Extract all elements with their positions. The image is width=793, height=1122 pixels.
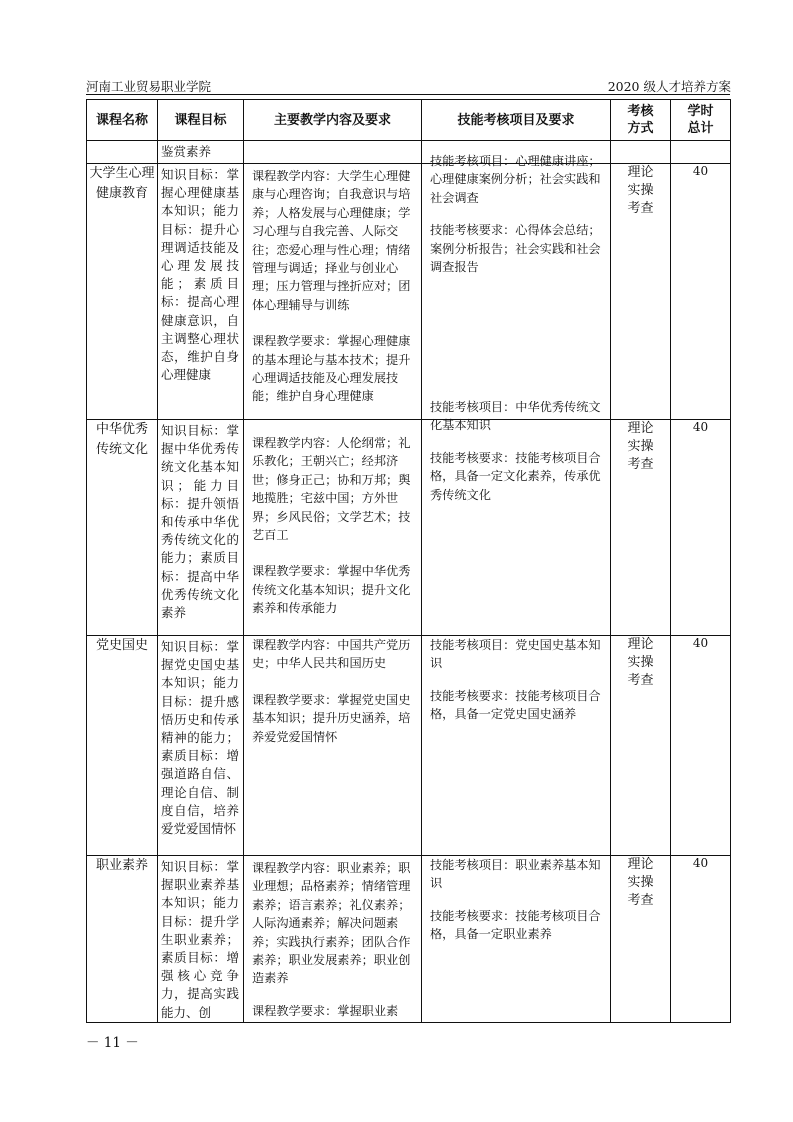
column-header-content: 主要教学内容及要求: [244, 100, 422, 141]
assessment-method: 理论实操考查: [627, 637, 654, 688]
column-header-hours: [671, 100, 731, 141]
course-goal: 知识目标：掌握心理健康基本知识；能力目标：提升心理调适技能及心理发展技能；素质目标：提高心理健康意识，自主调整心理状态，维护自身心理健康: [161, 167, 239, 383]
table-row: [87, 636, 731, 856]
course-goal: 知识目标：掌握党史国史基本知识；能力目标：提升感悟历史和传承精神的能力；素质目标：增强道路自信、理论自信、制度自信，培养爱党爱国情怀: [161, 639, 239, 837]
header-school-name: 河南工业贸易职业学院: [86, 79, 212, 94]
course-name: 职业素养: [87, 856, 158, 1023]
skill-item: 技能考核项目：职业素养基本知识: [430, 858, 601, 891]
table-row: [87, 420, 731, 636]
course-content: 课程教学内容：人伦纲常；礼乐教化；王朝兴亡；经邦济世；修身正己；协和万邦；舆地揽胜；宅兹中国；方外世界；乡风民俗；文学艺术；技艺百工: [252, 436, 411, 543]
skill-item: 技能考核项目：党史国史基本知识: [430, 638, 601, 671]
skill-item: 技能考核项目：心理健康讲座；心理健康案例分析；社会实践和社会调查: [430, 154, 601, 205]
assessment-method: 理论实操考查: [627, 421, 654, 472]
column-header-skill: 技能考核项目及要求: [422, 100, 611, 141]
assessment-method: 理论实操考查: [627, 165, 654, 216]
credit-hours: 40: [671, 164, 731, 420]
table-row: [87, 164, 731, 420]
column-header-method: [611, 100, 671, 141]
course-goal: 知识目标：掌握职业素养基本知识；能力目标：提升学生职业素养；素质目标：增强核心竞争力，提高实践能力、创: [161, 859, 239, 1020]
skill-item: 技能考核项目：中华优秀传统文化基本知识: [430, 400, 601, 433]
course-requirement: 课程教学要求：掌握心理健康的基本理论与基本技术；提升心理调适技能及心理发展技能；维护自身心理健康: [252, 334, 411, 404]
course-table: [86, 99, 731, 1023]
course-requirement: 课程教学要求：掌握党史国史基本知识；提升历史涵养，培养爱党爱国情怀: [252, 692, 411, 744]
course-name: 大学生心理健康教育: [87, 164, 158, 420]
assessment-method: 理论实操考查: [627, 857, 654, 908]
credit-hours: 40: [671, 420, 731, 636]
skill-requirement: 技能考核要求：心得体会总结；案例分析报告；社会实践和社会调查报告: [430, 223, 601, 275]
table-row: [87, 856, 731, 1023]
column-header-goal: 课程目标: [158, 100, 244, 141]
table-header-row: [87, 100, 731, 141]
skill-requirement: 技能考核要求：技能考核项目合格，具备一定党史国史涵养: [430, 688, 601, 722]
course-content: 课程教学内容：大学生心理健康与心理咨询；自我意识与培养；人格发展与心理健康；学习心理与自我完善、人际交往；恋爱心理与性心理；情绪管理与调适；择业与创业心理；压力管理与挫折应对；团体心理辅导与训练: [252, 169, 411, 312]
column-header-method-text: 考核方式: [627, 104, 654, 136]
course-requirement: 课程教学要求：掌握中华优秀传统文化基本知识；提升文化素养和传承能力: [252, 564, 411, 616]
header-rule: [86, 94, 730, 95]
course-content: 课程教学内容：中国共产党历史；中华人民共和国历史: [252, 638, 411, 671]
header-plan-title: 2020 级人才培养方案: [607, 79, 731, 94]
continuation-goal: 鉴赏素养: [161, 144, 212, 159]
table-row-continuation: [87, 141, 731, 164]
column-header-hours-text: 学时总计: [687, 104, 714, 136]
page-number: － 11 －: [86, 1035, 139, 1051]
skill-requirement: 技能考核要求：技能考核项目合格，具备一定职业素养: [430, 908, 601, 942]
course-goal: 知识目标：掌握中华优秀传统文化基本知识；能力目标：提升领悟和传承中华优秀传统文化的能力；素质目标：提高中华优秀传统文化素养: [161, 423, 239, 621]
course-name: 党史国史: [87, 636, 158, 856]
credit-hours: 40: [671, 636, 731, 856]
credit-hours: 40: [671, 856, 731, 1023]
course-requirement: 课程教学要求：掌握职业素: [252, 1003, 399, 1018]
course-name: 中华优秀传统文化: [95, 422, 148, 457]
column-header-name: 课程名称: [87, 100, 158, 141]
course-content: 课程教学内容：职业素养；职业理想；品格素养；情绪管理素养；语言素养；礼仪素养；人际沟通素养；解决问题素养；实践执行素养；团队合作素养；职业发展素养；职业创造素养: [252, 861, 411, 986]
skill-requirement: 技能考核要求：技能考核项目合格，具备一定文化素养，传承优秀传统文化: [430, 450, 601, 502]
